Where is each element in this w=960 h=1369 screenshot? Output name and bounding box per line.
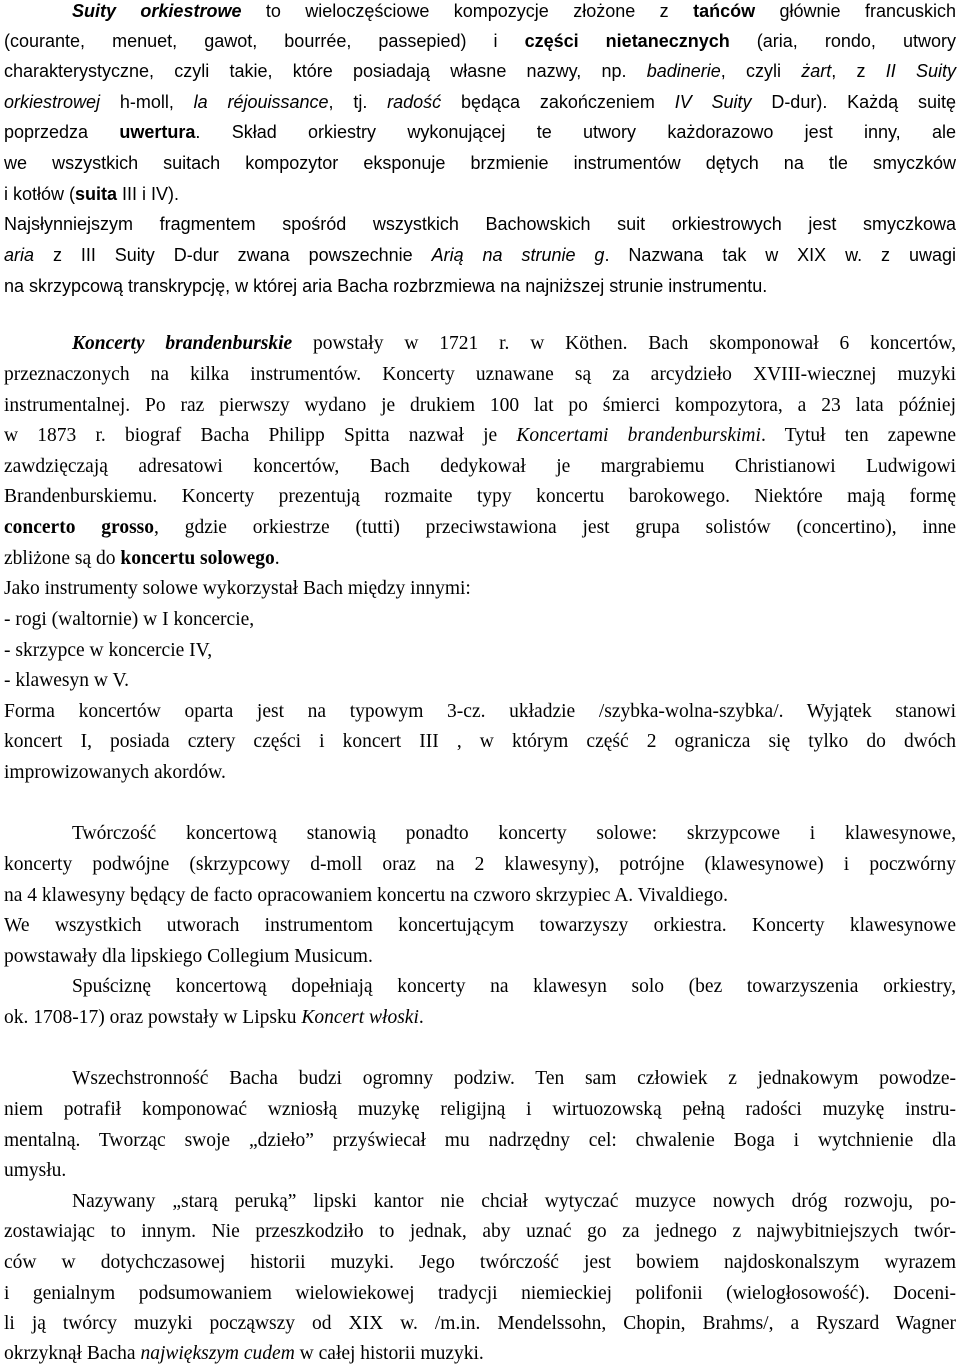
text-line: We wszystkich utworach instrumentom koncertującym towarzyszy orkiestra. Koncerty klawesynowe <box>4 915 956 936</box>
text-line: aria z III Suity D-dur zwana powszechnie Arią na strunie g. Nazwana tak w XIX w. z uwagi <box>4 245 956 265</box>
text-line: Forma koncertów oparta jest na typowym 3-cz. układzie /szybka-wolna-szybka/. Wyjątek stanowi <box>4 701 956 722</box>
text-line: Wszechstronność Bacha budzi ogromny podziw. Ten sam człowiek z jednakowym powodze- <box>72 1068 956 1089</box>
text-line: ców w dotychczasowej historii muzyki. Jego twórczość jest bowiem najdoskonalszym wyrazem <box>4 1252 956 1273</box>
text-line: Nazywany „starą peruką” lipski kantor nie chciał wytyczać muzyce nowych dróg rozwoju, po- <box>72 1191 956 1212</box>
text-line: w 1873 r. biograf Bacha Philipp Spitta nazwał je Koncertami brandenburskimi. Tytuł ten zapewne <box>4 425 956 446</box>
text-line: instrumentalnej. Po raz pierwszy wydano je drukiem 100 lat po śmierci kompozytora, a 23 lata później <box>4 395 956 416</box>
text-line: improwizowanych akordów. <box>4 762 226 783</box>
text-line: Twórczość koncertową stanowią ponadto koncerty solowe: skrzypcowe i klawesynowe, <box>72 823 956 844</box>
text-line: okrzyknął Bacha największym cudem w całej historii muzyki. <box>4 1343 484 1364</box>
text-line: niem potrafił komponować wzniosłą muzykę religijną i wirtuozowską pełną radości muzykę instru- <box>4 1099 956 1120</box>
list-item: - rogi (waltornie) w I koncercie, <box>4 609 255 630</box>
text-line: umysłu. <box>4 1160 67 1181</box>
list-item: - klawesyn w V. <box>4 670 129 691</box>
text-line: Brandenburskiemu. Koncerty prezentują rozmaite typy koncertu barokowego. Niektóre mają formę <box>4 486 956 507</box>
text-line: na skrzypcową transkrypcję, w której aria Bacha rozbrzmiewa na najniższej strunie instrumentu. <box>4 276 768 296</box>
text-line: Spuściznę koncertową dopełniają koncerty na klawesyn solo (bez towarzyszenia orkiestry, <box>72 976 956 997</box>
text-line: zawdzięczają adresatowi koncertów, Bach dedykował je margrabiemu Christianowi Ludwigowi <box>4 456 956 477</box>
text-line: charakterystyczne, czyli takie, które posiadają własne nazwy, np. badinerie, czyli żart, z II Suity <box>4 61 956 81</box>
text-line: ok. 1708-17) oraz powstały w Lipsku Koncert włoski. <box>4 1007 424 1028</box>
text-line: poprzedza uwertura. Skład orkiestry wykonującej te utwory każdorazowo jest inny, ale <box>4 122 957 142</box>
list-item: - skrzypce w koncercie IV, <box>4 640 213 661</box>
text-line: Suity orkiestrowe to wieloczęściowe kompozycje złożone z tańców głównie francuskich <box>72 1 956 21</box>
text-line: koncert I, posiada cztery części i koncert III , w którym część 2 ogranicza się tylko do dwóch <box>4 731 956 752</box>
text-line: i genialnym podsumowaniem wielowiekowej tradycji niemieckiej polifonii (wielogłosowość). Doceni- <box>4 1283 956 1304</box>
text-line: Koncerty brandenburskie powstały w 1721 r. w Köthen. Bach skomponował 6 koncertów, <box>72 333 956 354</box>
text-line: i kotłów (suita III i IV). <box>4 184 180 204</box>
text-line: Jako instrumenty solowe wykorzystał Bach między innymi: <box>4 578 471 599</box>
text-line: we wszystkich suitach kompozytor eksponuje brzmienie instrumentów dętych na tle smyczków <box>4 153 956 173</box>
text-line: zbliżone są do koncertu solowego. <box>4 548 280 569</box>
text-line: zostawiając to innym. Nie przeszkodziło to jednak, aby uznać go za jednego z najwybitniejszych twór- <box>4 1221 956 1242</box>
text-line: Najsłynniejszym fragmentem spośród wszystkich Bachowskich suit orkiestrowych jest smyczkowa <box>4 214 956 234</box>
text-line: (courante, menuet, gawot, bourrée, passepied) i części nietanecznych (aria, rondo, utwory <box>4 31 956 51</box>
text-line: koncerty podwójne (skrzypcowy d-moll oraz na 2 klawesyny), potrójne (klawesynowe) i poczwórny <box>4 854 956 875</box>
text-line: powstawały dla lipskiego Collegium Musicum. <box>4 946 373 967</box>
text-line: orkiestrowej h-moll, la réjouissance, tj. radość będąca zakończeniem IV Suity D-dur). Każdą suitę <box>4 92 956 112</box>
text-line: concerto grosso, gdzie orkiestrze (tutti) przeciwstawiona jest grupa solistów (concertino), inne <box>4 517 956 538</box>
text-line: mentalną. Tworząc swoje „dzieło” przyświecał mu nadrzędny cel: chwalenie Boga i wytchnienie dla <box>4 1130 956 1151</box>
text-line: przeznaczonych na kilka instrumentów. Koncerty uznawane są za arcydzieło XVIII-wiecznej muzyki <box>4 364 956 385</box>
text-line: li ją twórcy muzyki począwszy od XIX w. /m.in. Mendelssohn, Chopin, Brahms/, a Ryszard Wagner <box>4 1313 956 1334</box>
text-line: na 4 klawesyny będący de facto opracowaniem koncertu na czworo skrzypiec A. Vivaldiego. <box>4 885 729 906</box>
